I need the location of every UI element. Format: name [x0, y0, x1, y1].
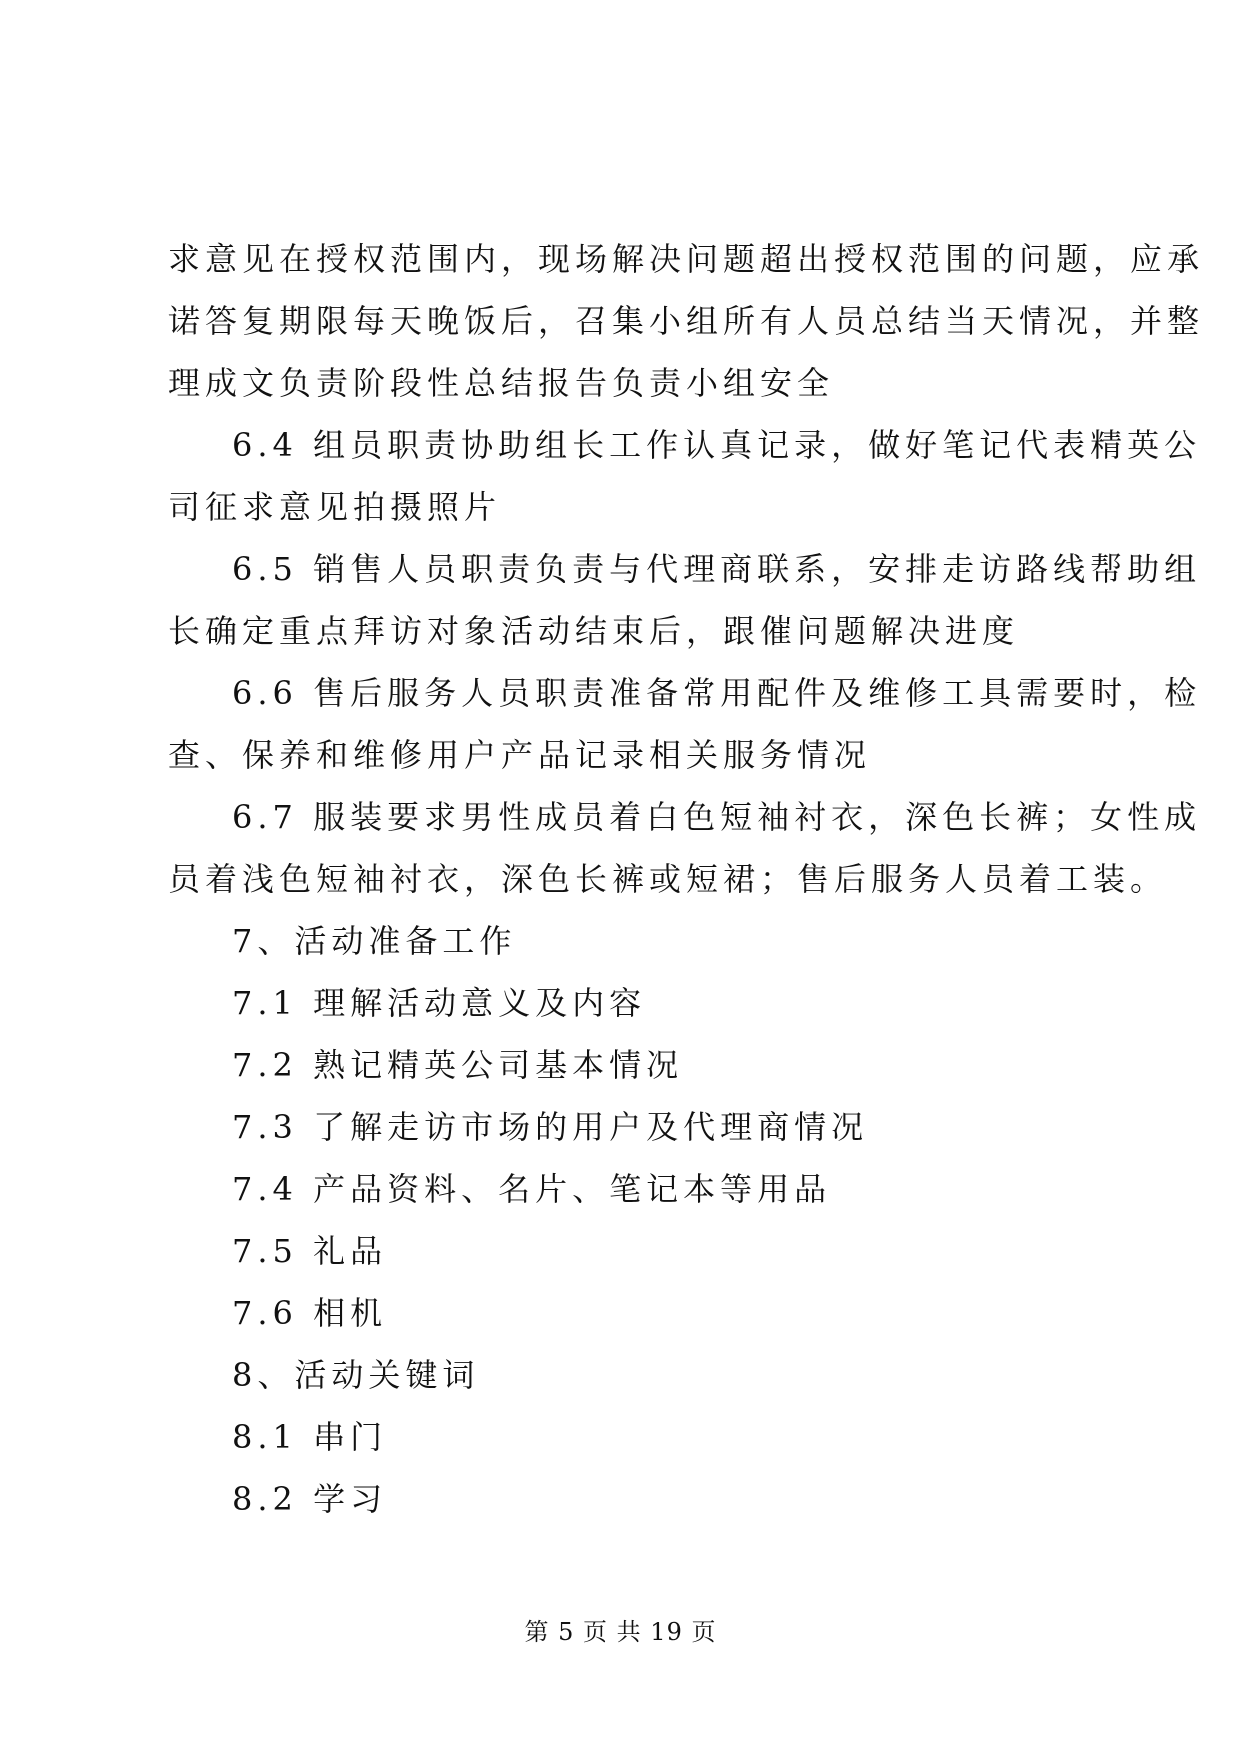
paragraph-6-5: 6.5 销售人员职责负责与代理商联系，安排走访路线帮助组	[232, 550, 1202, 588]
text-line: 查、保养和维修用户产品记录相关服务情况	[168, 736, 872, 774]
paragraph-6-7: 6.7 服装要求男性成员着白色短袖衬衣，深色长裤；女性成	[232, 798, 1202, 836]
list-item-7-1: 7.1 理解活动意义及内容	[232, 984, 647, 1022]
text-line: 司征求意见拍摄照片	[168, 488, 502, 526]
page-number-footer: 第 5 页 共 19 页	[524, 1618, 717, 1646]
list-item-8-1: 8.1 串门	[232, 1418, 388, 1456]
paragraph-6-4: 6.4 组员职责协助组长工作认真记录，做好笔记代表精英公	[232, 426, 1202, 464]
text-line: 诺答复期限每天晚饭后，召集小组所有人员总结当天情况，并整	[168, 302, 1205, 340]
list-item-7-2: 7.2 熟记精英公司基本情况	[232, 1046, 684, 1084]
text-line: 理成文负责阶段性总结报告负责小组安全	[168, 364, 835, 402]
list-item-8-2: 8.2 学习	[232, 1480, 388, 1518]
paragraph-6-6: 6.6 售后服务人员职责准备常用配件及维修工具需要时，检	[232, 674, 1202, 712]
document-body	[168, 228, 1205, 1530]
text-line: 求意见在授权范围内，现场解决问题超出授权范围的问题，应承	[168, 240, 1205, 278]
text-line: 员着浅色短袖衬衣，深色长裤或短裙；售后服务人员着工装。	[168, 860, 1168, 898]
section-heading-8: 8、活动关键词	[232, 1356, 480, 1394]
list-item-7-3: 7.3 了解走访市场的用户及代理商情况	[232, 1108, 869, 1146]
list-item-7-5: 7.5 礼品	[232, 1232, 388, 1270]
list-item-7-6: 7.6 相机	[232, 1294, 388, 1332]
list-item-7-4: 7.4 产品资料、名片、笔记本等用品	[232, 1170, 832, 1208]
section-heading-7: 7、活动准备工作	[232, 922, 517, 960]
text-line: 长确定重点拜访对象活动结束后，跟催问题解决进度	[168, 612, 1020, 650]
